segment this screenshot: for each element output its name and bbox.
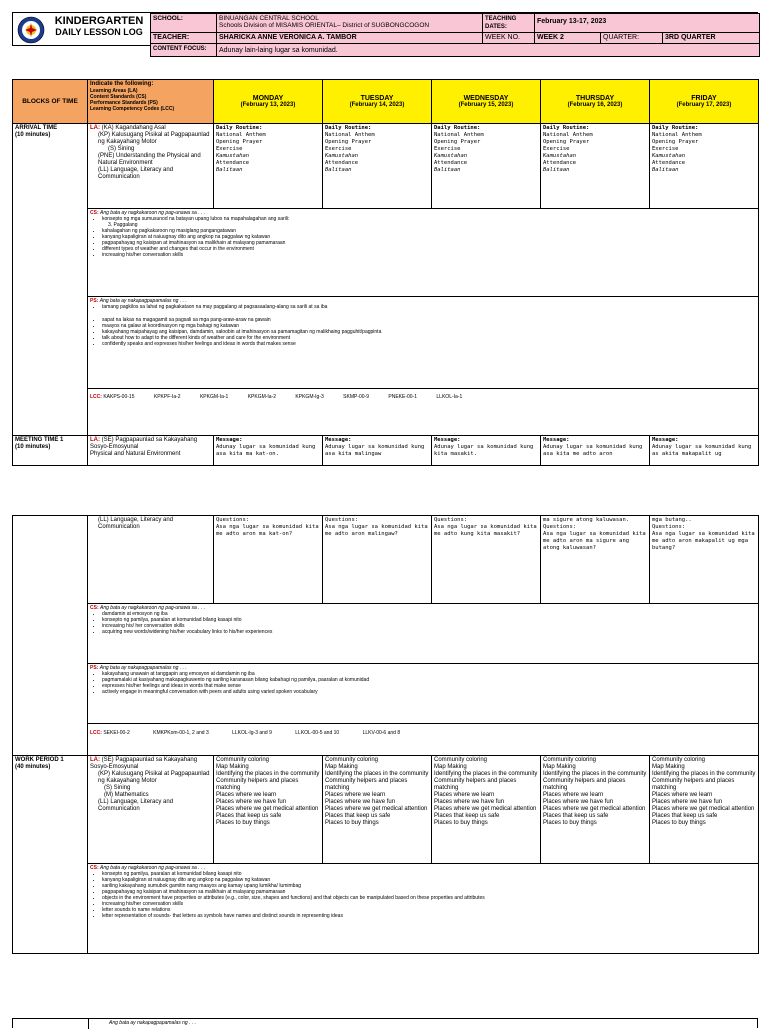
message-friday: Message: Adunay lugar sa komunidad kung as akita makapalit ug bbox=[650, 436, 759, 466]
list-item: • pagpapahayag ng kaisipan at imahinasyon sa malikhain at malayang pamamaraan bbox=[102, 240, 756, 246]
work-period-cell: WORK PERIOD 1 (40 minutes) bbox=[13, 756, 88, 954]
arrival-time-cell: ARRIVAL TIME (10 minutes) bbox=[13, 124, 88, 436]
doc-subtitle: DAILY LESSON LOG bbox=[55, 27, 143, 37]
list-item: • letter sounds to name relations bbox=[102, 907, 756, 913]
work-cs-cell: CS: Ang bata ay nagkakaroon ng pag-unawa sa . . . • konsepto ng pamilya, paaralan at komunidad bilang kasapi nito • kanyang kapaligiran at naiuugnay dito ang angkop na paggalaw ng katawan • sariling kakayahang sumubok gamitin nang maayos ang kamay upang lumikha/ lumimbag • pagpapahayag ng kaisipan at imahinasyon sa malikhain at malayang pamamaraan • objects in the environment have properties or attributes (e.g., color, size, shapes and functions) and that objects can be manipulated based on these properties and attributes • increasing his/her conversation skills • letter sounds to name relations • letter representation of sounds- that letters as symbols have names and distinct sounds in representing ideas bbox=[88, 864, 759, 954]
dll-header bbox=[12, 12, 758, 54]
list-item: • increasing his/her conversation skills bbox=[102, 252, 756, 258]
day-header-wednesday: WEDNESDAY (February 15, 2023) bbox=[432, 80, 541, 124]
activities-tuesday: Community coloring Map Making Identifying the places in the community Community helpers and places matching Places where we learn Places where we have fun Places where we get medical attention Places that keep us safe Places to buy things bbox=[323, 756, 432, 864]
list-item: • letter representation of sounds- that letters as symbols have names and distinct sounds in representing ideas bbox=[102, 913, 756, 919]
day-header-thursday: THURSDAY (February 16, 2023) bbox=[541, 80, 650, 124]
doc-title: KINDERGARTEN bbox=[54, 15, 144, 27]
list-item: • increasing his/her conversation skills bbox=[102, 901, 756, 907]
list-item: • damdamin at emosyon ng iba bbox=[102, 611, 756, 617]
list-item: • sapat na lakas na magagamit sa pagsali sa mga pang-araw-araw na gawain bbox=[102, 317, 756, 323]
teaching-dates-value: February 13-17, 2023 bbox=[535, 14, 760, 33]
activities-thursday: Community coloring Map Making Identifying the places in the community Community helpers and places matching Places where we learn Places where we have fun Places where we get medical attention Places that keep us safe Places to buy things bbox=[541, 756, 650, 864]
school-division: Schools Division of MISAMIS ORIENTAL– District of SUGBONGCOGON bbox=[219, 22, 430, 29]
list-item: • kanyang kapaligiran at naiuugnay dito ang angkop na paggalaw ng katawan bbox=[102, 234, 756, 240]
arrival-cs-cell: CS: Ang bata ay nagkakaroon ng pag-unawa sa . . . • konsepto ng mga sumusunod na batayan upang lubos na mapahalagahan ang sarili: 3. Paggalang • kahalagahan ng pagkakaroon ng masiglang pangangatawan • kanyang kapaligiran at naiuugnay dito ang angkop na paggalaw ng katawan • pagpapahayag ng kaisipan at imahinasyon sa malikhain at malayang pamamaraan • different types of weather and changes that occur in the environment • increasing his/her conversation skills bbox=[88, 209, 759, 297]
list-item: • actively engage in meaningful conversation with peers and adults using varied spoken vocabulary bbox=[102, 689, 756, 695]
content-focus-value: Adunay lain-laing lugar sa komunidad. bbox=[217, 44, 760, 57]
meeting-la-cont-cell: (LL) Language, Literacy and Communication bbox=[88, 516, 214, 604]
list-item: • kahalagahan ng pagkakaroon ng masiglang pangangatawan bbox=[102, 228, 756, 234]
meeting-time-cell: MEETING TIME 1 (10 minutes) bbox=[13, 436, 88, 466]
lesson-table-p2 bbox=[12, 515, 759, 954]
routine-wednesday: Daily Routine: National Anthem Opening Prayer Exercise Kamustahan Attendance Balitaan bbox=[432, 124, 541, 209]
list-item: • confidently speaks and expresses his/her feelings and ideas in words that makes sense bbox=[102, 341, 756, 347]
page-1 bbox=[12, 12, 758, 484]
deped-seal-icon bbox=[17, 16, 45, 44]
list-item: • objects in the environment have properties or attributes (e.g., color, size, shapes and functions) and that objects can be manipulated based on these properties and attributes bbox=[102, 895, 756, 901]
list-item: • konsepto ng pamilya, paaralan at komunidad bilang kasapi nito bbox=[102, 871, 756, 877]
message-wednesday: Message: Adunay lugar sa komunidad kung kita masakit. bbox=[432, 436, 541, 466]
quarter-value: 3RD QUARTER bbox=[663, 33, 760, 44]
school-name: BINUANGAN CENTRAL SCHOOL bbox=[219, 15, 319, 22]
questions-monday: Questions: Asa nga lugar sa komunidad kita me adto aron ma kat-on? bbox=[214, 516, 323, 604]
teacher-label: TEACHER: bbox=[151, 33, 217, 44]
arrival-lcc-cell: LCC: KAKPS-00-15 KPKPF-Ia-2 KPKGM-Ia-1 KPKGM-Ia-2 KPKGM-Ig-3 SKMP-00-9 PNEKE-00-1 LLKOL-Ia-1 bbox=[88, 389, 759, 436]
questions-friday: mga butang.. Questions: Asa nga lugar sa komunidad kita me adto aron makapalit ug mga butang? bbox=[650, 516, 759, 604]
arrival-ps-cell: PS: Ang bata ay nakapagpapamalas ng . . . • tamang pagkilos sa lahat ng pagkakataon na may paggalang at pagsasaalang-alang sa sarili at sa iba • sapat na lakas na magagamit sa pagsali sa mga pang-araw-araw na gawain • maayos na galaw at koordinasyon ng mga bahagi ng katawan • kakayahang maipahayag ang kaisipan, damdamin, saloobin at imahinasyon sa pamamagitan ng malikhaing pagguhit/pagpinta • talk about how to adapt to the different kinds of weather and care for the environment • confidently speaks and expresses his/her feelings and ideas in words that makes sense bbox=[88, 297, 759, 389]
list-item: • kanyang kapaligiran at naiuugnay dito ang angkop na paggalaw ng katawan bbox=[102, 877, 756, 883]
list-item: • konsepto ng pamilya, paaralan at komunidad bilang kasapi nito bbox=[102, 617, 756, 623]
message-monday: Message: Adunay lugar sa komunidad kung asa kita ma kat-on. bbox=[214, 436, 323, 466]
meeting-la-cell: LA: (SE) Pagpapaunlad sa Kakayahang Sosyo-Emosyunal Physical and Natural Environment bbox=[88, 436, 214, 466]
list-item: • acquiring new words/widening his/her vocabulary links to his/her experiences bbox=[102, 629, 756, 635]
list-item: • sariling kakayahang sumubok gamitin nang maayos ang kamay upang lumikha/ lumimbag bbox=[102, 883, 756, 889]
questions-wednesday: Questions: Asa nga lugar sa komunidad kita me adto kung kita masakit? bbox=[432, 516, 541, 604]
list-item: • konsepto ng mga sumusunod na batayan upang lubos na mapahalagahan ang sarili: bbox=[102, 216, 756, 222]
list-item: • pagmamalaki at kasiyahang makapagkuwento ng sariling karanasan bilang kabahagi ng pamilya, paaralan at komunidad bbox=[102, 677, 756, 683]
arrival-la-cell: LA: (KA) Kagandahang Asal (KP) Kalusugang Pisikal at Pagpapaunlad ng Kakayahang Motor (S) Sining (PNE) Understanding the Physical and Natural Environment (LL) Language, Literacy and Communication bbox=[88, 124, 214, 209]
list-item: • different types of weather and changes that occur in the environment bbox=[102, 246, 756, 252]
routine-thursday: Daily Routine: National Anthem Opening Prayer Exercise Kamustahan Attendance Balitaan bbox=[541, 124, 650, 209]
teaching-dates-label: TEACHING DATES: bbox=[483, 14, 535, 33]
list-item: • maayos na galaw at koordinasyon ng mga bahagi ng katawan bbox=[102, 323, 756, 329]
page-3-top bbox=[12, 1018, 758, 1028]
list-item: • kakayahang maipahayag ang kaisipan, damdamin, saloobin at imahinasyon sa pamamagitan ng malikhaing pagguhit/pagpinta bbox=[102, 329, 756, 335]
list-item: • kakayahang unawain at tanggapin ang emosyon at damdamin ng iba bbox=[102, 671, 756, 677]
work-la-cell: LA: (SE) Pagpapaunlad sa Kakayahang Sosyo-Emosyunal (KP) Kalusugang Pisikal at Pagpapaunlad ng Kakayahang Motor (S) Sining (M) Mathematics (LL) Language, Literacy and Communication bbox=[88, 756, 214, 864]
message-tuesday: Message: Adunay lugar sa komunidad kung asa kita malingaw bbox=[323, 436, 432, 466]
lesson-table-p1 bbox=[12, 79, 759, 466]
meeting-cs-cell: CS: Ang bata ay nagkakaroon ng pag-unawa sa . . . • damdamin at emosyon ng iba • konsepto ng pamilya, paaralan at komunidad bilang kasapi nito • increasing his/ her conversation skills • acquiring new words/widening his/her vocabulary links to his/her experiences bbox=[88, 604, 759, 664]
teacher-name: SHARICKA ANNE VERONICA A. TAMBOR bbox=[217, 33, 483, 44]
school-label: SCHOOL: bbox=[151, 14, 217, 33]
day-header-tuesday: TUESDAY (February 14, 2023) bbox=[323, 80, 432, 124]
questions-tuesday: Questions: Asa nga lugar sa komunidad kita me adto aron malingaw? bbox=[323, 516, 432, 604]
indicate-legend: Indicate the following: Learning Areas (LA) Content Standards (CS) Performance Standards (PS) Learning Competency Codes (LCC) bbox=[88, 80, 214, 124]
routine-tuesday: Daily Routine: National Anthem Opening Prayer Exercise Kamustahan Attendance Balitaan bbox=[323, 124, 432, 209]
questions-thursday: ma sigure atong kaluwasan. Questions: Asa nga lugar sa komunidad kita me adto aron ma sigure ang atong kaluwasan? bbox=[541, 516, 650, 604]
list-item: • pagpapahayag ng kaisipan at imahinasyon sa malikhain at malayang pamamaraan bbox=[102, 889, 756, 895]
meeting-ps-cell: PS: Ang bata ay nakapagpapamalas ng . . . • kakayahang unawain at tanggapin ang emosyon at damdamin ng iba • pagmamalaki at kasiyahang makapagkuwento ng sariling karanasan bilang kabahagi ng pamilya, paaralan at komunidad • expresses his/her feelings and ideas in words that make sense • actively engage in meaningful conversation with peers and adults using varied spoken vocabulary bbox=[88, 664, 759, 724]
routine-friday: Daily Routine: National Anthem Opening Prayer Exercise Kamustahan Attendance Balitaan bbox=[650, 124, 759, 209]
day-header-monday: MONDAY (February 13, 2023) bbox=[214, 80, 323, 124]
page-3-lead: Ang bata ay nakapagpapamalas ng . . . bbox=[109, 1020, 197, 1026]
week-no-label: WEEK NO. bbox=[483, 33, 535, 44]
meeting-lcc-cell: LCC: SEKEI-00-2 KMKPKom-00-1, 2 and 3 LLKOL-Ig-3 and 9 LLKOL-00-5 and 10 LLKV-00-6 and 8 bbox=[88, 724, 759, 756]
content-focus-label: CONTENT FOCUS: bbox=[151, 44, 217, 57]
list-item: • tamang pagkilos sa lahat ng pagkakataon na may paggalang at pagsasaalang-alang sa sarili at sa iba bbox=[102, 304, 756, 310]
activities-monday: Community coloring Map Making Identifying the places in the community Community helpers and places matching Places where we learn Places where we have fun Places where we get medical attention Places that keep us safe Places to buy things bbox=[214, 756, 323, 864]
list-item: • expresses his/her feelings and ideas in words that make sense bbox=[102, 683, 756, 689]
blocks-of-time-header: BLOCKS OF TIME bbox=[13, 80, 88, 124]
list-item: • increasing his/ her conversation skills bbox=[102, 623, 756, 629]
activities-wednesday: Community coloring Map Making Identifying the places in the community Community helpers and places matching Places where we learn Places where we have fun Places where we get medical attention Places that keep us safe Places to buy things bbox=[432, 756, 541, 864]
list-item: • talk about how to adapt to the different kinds of weather and care for the environment bbox=[102, 335, 756, 341]
quarter-label: QUARTER: bbox=[601, 33, 663, 44]
message-thursday: Message: Adunay lugar sa komunidad kung asa kita me adto aron bbox=[541, 436, 650, 466]
week-value: WEEK 2 bbox=[535, 33, 601, 44]
header-info-table bbox=[150, 13, 760, 57]
routine-monday: Daily Routine: National Anthem Opening Prayer Exercise Kamustahan Attendance Balitaan bbox=[214, 124, 323, 209]
activities-friday: Community coloring Map Making Identifying the places in the community Community helpers and places matching Places where we learn Places where we have fun Places where we get medical attention Places that keep us safe Places to buy things bbox=[650, 756, 759, 864]
day-header-friday: FRIDAY (February 17, 2023) bbox=[650, 80, 759, 124]
